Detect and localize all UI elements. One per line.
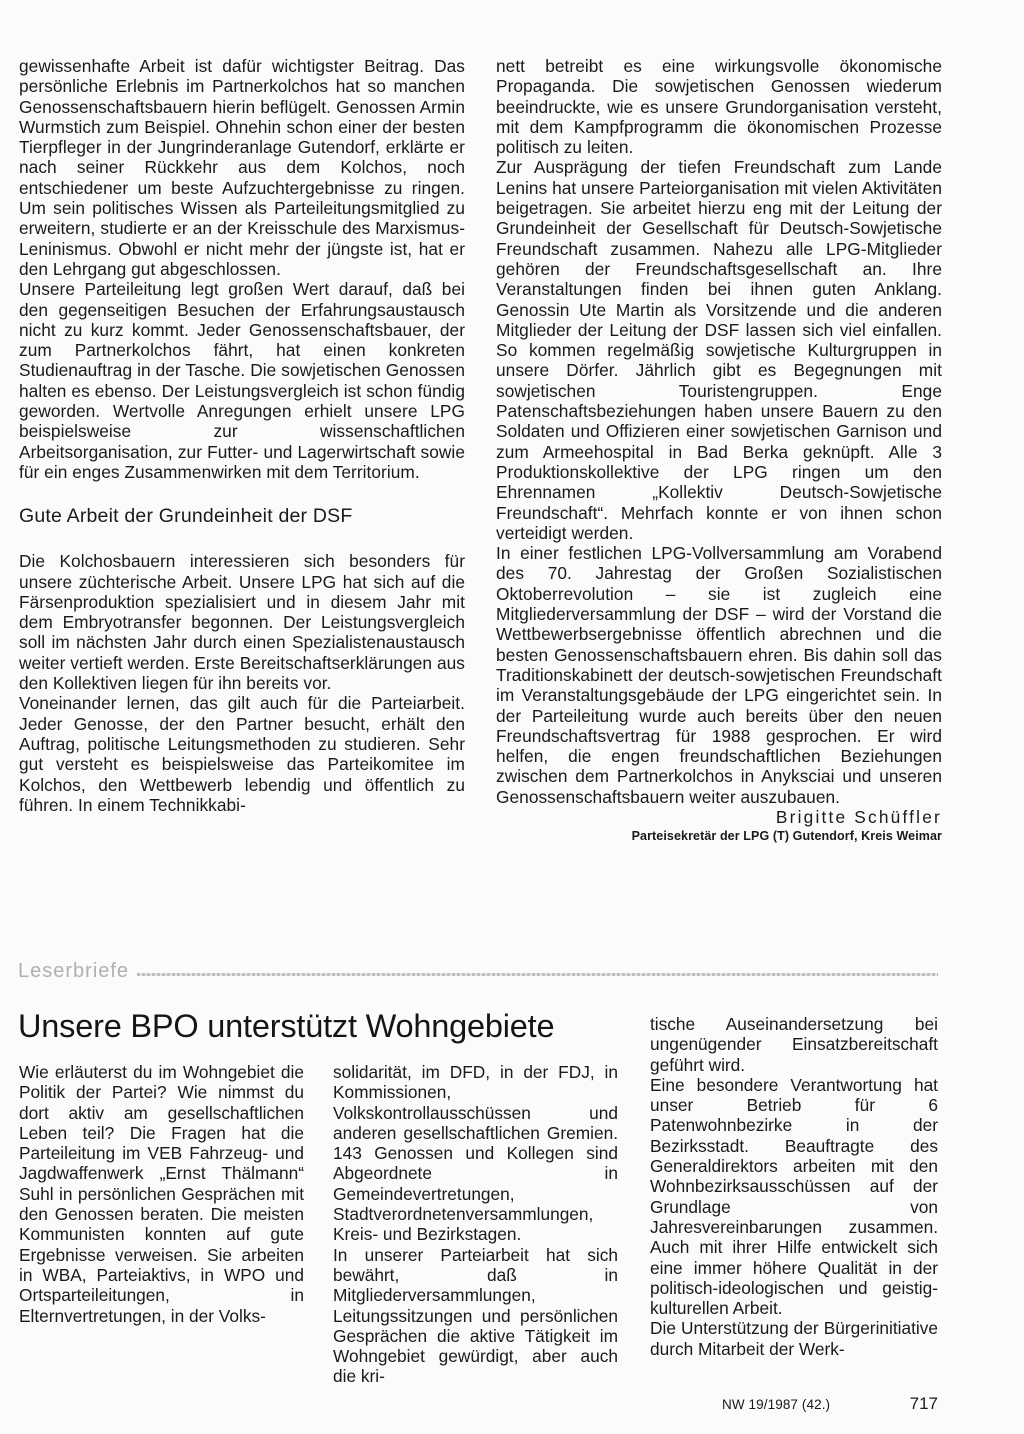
article-right-column bbox=[496, 56, 942, 845]
paragraph: In unserer Parteiarbeit hat sich bewährt, daß in Mitgliederversammlungen, Leitungssitzungen und persönlichen Gesprächen die aktive Tätigkeit im Wohngebiet gewürdigt, aber auch die kri- bbox=[333, 1244, 618, 1387]
article-left-column bbox=[19, 56, 465, 815]
paragraph: Wie erläuterst du im Wohngebiet die Politik der Partei? Wie nimmst du dort aktiv am gesellschaftlichen Leben teil? Die Fragen hat die Parteileitung im VEB Fahrzeug- und Jagdwaffenwerk „Ernst Thälmann“ Suhl in persönlichen Gesprächen mit den Genossen beraten. Die meisten Kommunisten konnten auf gute Ergebnisse verweisen. Sie arbeiten in WBA, Parteiaktivs, in WPO und Ortsparteileitungen, in Elternvertretungen, in der Volks- bbox=[19, 1062, 304, 1326]
paragraph: Voneinander lernen, das gilt auch für die Parteiarbeit. Jeder Genosse, der den Partner besucht, erhält den Auftrag, politische Leitungsmethoden zu studieren. Sehr gut versteht es beispielsweise das Parteikomitee im Kolchos, den Wettbewerb lebendig und öffentlich zu führen. In einem Technikkabi- bbox=[19, 693, 465, 815]
section-subheading: Gute Arbeit der Grundeinheit der DSF bbox=[19, 505, 353, 528]
paragraph: Unsere Parteileitung legt großen Wert darauf, daß bei den gegenseitigen Besuchen der Erfahrungsaustausch nicht zu kurz kommt. Jeder Genossenschaftsbauer, der zum Partnerkolchos fährt, hat einen konkreten Studienauftrag in der Tasche. Die sowjetischen Genossen halten es ebenso. Der Leistungsvergleich ist schon fündig geworden. Wertvolle Anregungen erhielt unsere LPG beispielsweise zur wissenschaftlichen Arbeitsorganisation, zur Futter- und Lagerwirtschaft sowie für ein enges Zusammenwirken mit dem Territorium. bbox=[19, 279, 465, 482]
author-name: Brigitte Schüffler bbox=[775, 806, 942, 827]
paragraph: nett betreibt es eine wirkungsvolle ökonomische Propaganda. Die sowjetischen Genossen wiederum beeindruckte, wie es unsere Grundorganisation versteht, mit dem Kampfprogramm die ökonomischen Prozesse politisch zu leiten. bbox=[496, 56, 942, 158]
paragraph: gewissenhafte Arbeit ist dafür wichtigster Beitrag. Das persönliche Erlebnis im Partnerkolchos hat so manchen Genossenschaftsbauern hierin beflügelt. Genossen Armin Wurmstich zum Beispiel. Ohnehin schon einer der besten Tierpfleger in der Jungrinderanlage Gutendorf, erklärte er nach seiner Rückkehr aus dem Kolchos, noch entschiedener um beste Aufzuchtergebnisse zu ringen. Um sein politisches Wissen als Parteileitungsmitglied zu erweitern, studierte er an der Kreisschule des Marxismus-Leninismus. Obwohl er nicht mehr der jüngste ist, hat er den Lehrgang gut abgeschlossen. bbox=[19, 56, 465, 279]
paragraph: Eine besondere Verantwortung hat unser Betrieb für 6 Patenwohnbezirke in der Bezirksstadt. Beauftragte des Generaldirektors arbeiten mit den Wohnbezirksausschüssen auf der Grundlage von Jahresvereinbarungen zusammen. Auch mit ihrer Hilfe entwickelt sich eine immer höhere Qualität in der politisch-ideologischen und geistig-kulturellen Arbeit. bbox=[650, 1074, 938, 1319]
paragraph: In einer festlichen LPG-Vollversammlung am Vorabend des 70. Jahrestag der Großen Sozialistischen Oktoberrevolution – sie ist zugleich eine Mitgliederversammlung der DSF – wird der Vorstand die Wettbewerbsergebnisse öffentlich abrechnen und die besten Genossenschaftsbauern ehren. Bis dahin soll das Traditionskabinett der deutsch-sowjetischen Freundschaft im Veranstaltungsgebäude der LPG eingerichtet sein. In der Parteileitung wurde auch bereits über den neuen Freundschaftsvertrag für 1988 gesprochen. Er wird helfen, die engen freundschaftlichen Beziehungen zwischen dem Partnerkolchos in Anyksciai und unseren Genossenschaftsbauern weiter auszubauen. bbox=[496, 543, 942, 807]
letter-column-1 bbox=[19, 1062, 304, 1326]
paragraph: Die Unterstützung der Bürgerinitiative durch Mitarbeit der Werk- bbox=[650, 1318, 938, 1359]
section-label-text: Leserbriefe bbox=[18, 959, 130, 982]
page-number: 717 bbox=[909, 1394, 938, 1413]
paragraph: solidarität, im DFD, in der FDJ, in Kommissionen, Volkskontrollausschüssen und anderen gesellschaftlichen Gremien. 143 Genossen und Kollegen sind Abgeordnete in Gemeindevertretungen, Stadtverordnetenversammlungen, Kreis- und Bezirkstagen. bbox=[333, 1062, 618, 1245]
page-footer bbox=[722, 1394, 938, 1414]
paragraph: Die Kolchosbauern interessieren sich besonders für unsere züchterische Arbeit. Unsere LPG hat sich auf die Färsenproduktion spezialisiert und in diesem Jahr mit dem Embryotransfer begonnen. Der Leistungsvergleich soll im nächsten Jahr durch einen Spezialistenaustausch weiter vertieft werden. Erste Bereitschaftserklärungen aus den Kollektiven liegen für ihn bereits vor. bbox=[19, 551, 465, 694]
section-label bbox=[18, 958, 938, 984]
section-rule bbox=[137, 973, 938, 976]
issue-label: NW 19/1987 (42.) bbox=[722, 1397, 831, 1412]
letter-column-2 bbox=[333, 1062, 618, 1387]
article-headline: Unsere BPO unterstützt Wohngebiete bbox=[18, 1008, 555, 1044]
letter-column-3 bbox=[650, 1014, 938, 1359]
paragraph: tische Auseinandersetzung bei ungenügender Einsatzbereitschaft geführt wird. bbox=[650, 1014, 938, 1075]
paragraph: Zur Ausprägung der tiefen Freundschaft zum Lande Lenins hat unsere Parteiorganisation mit vielen Aktivitäten beigetragen. Sie arbeitet hierzu eng mit der Leitung der Grundeinheit der Gesellschaft für Deutsch-Sowjetische Freundschaft zusammen. Nahezu alle LPG-Mitglieder gehören der Freundschaftsgesellschaft an. Ihre Veranstaltungen finden bei ihnen guten Anklang. Genossin Ute Martin als Vorsitzende und die anderen Mitglieder der Leitung der DSF lassen sich viel einfallen. So kommen regelmäßig sowjetische Kulturgruppen in unsere Dörfer. Jährlich gibt es Begegnungen mit sowjetischen Touristengruppen. Enge Patenschaftsbeziehungen haben unsere Bauern zu den Soldaten und Offizieren einer sowjetischen Garnison und zum Armeehospital in Bad Berka geknüpft. Alle 3 Produktionskollektive der LPG ringen um den Ehrennamen „Kollektiv Deutsch-Sowjetische Freundschaft“. Mehrfach konnte er von ihnen schon verteidigt werden. bbox=[496, 157, 942, 543]
author-role: Parteisekretär der LPG (T) Gutendorf, Kreis Weimar bbox=[631, 829, 942, 844]
